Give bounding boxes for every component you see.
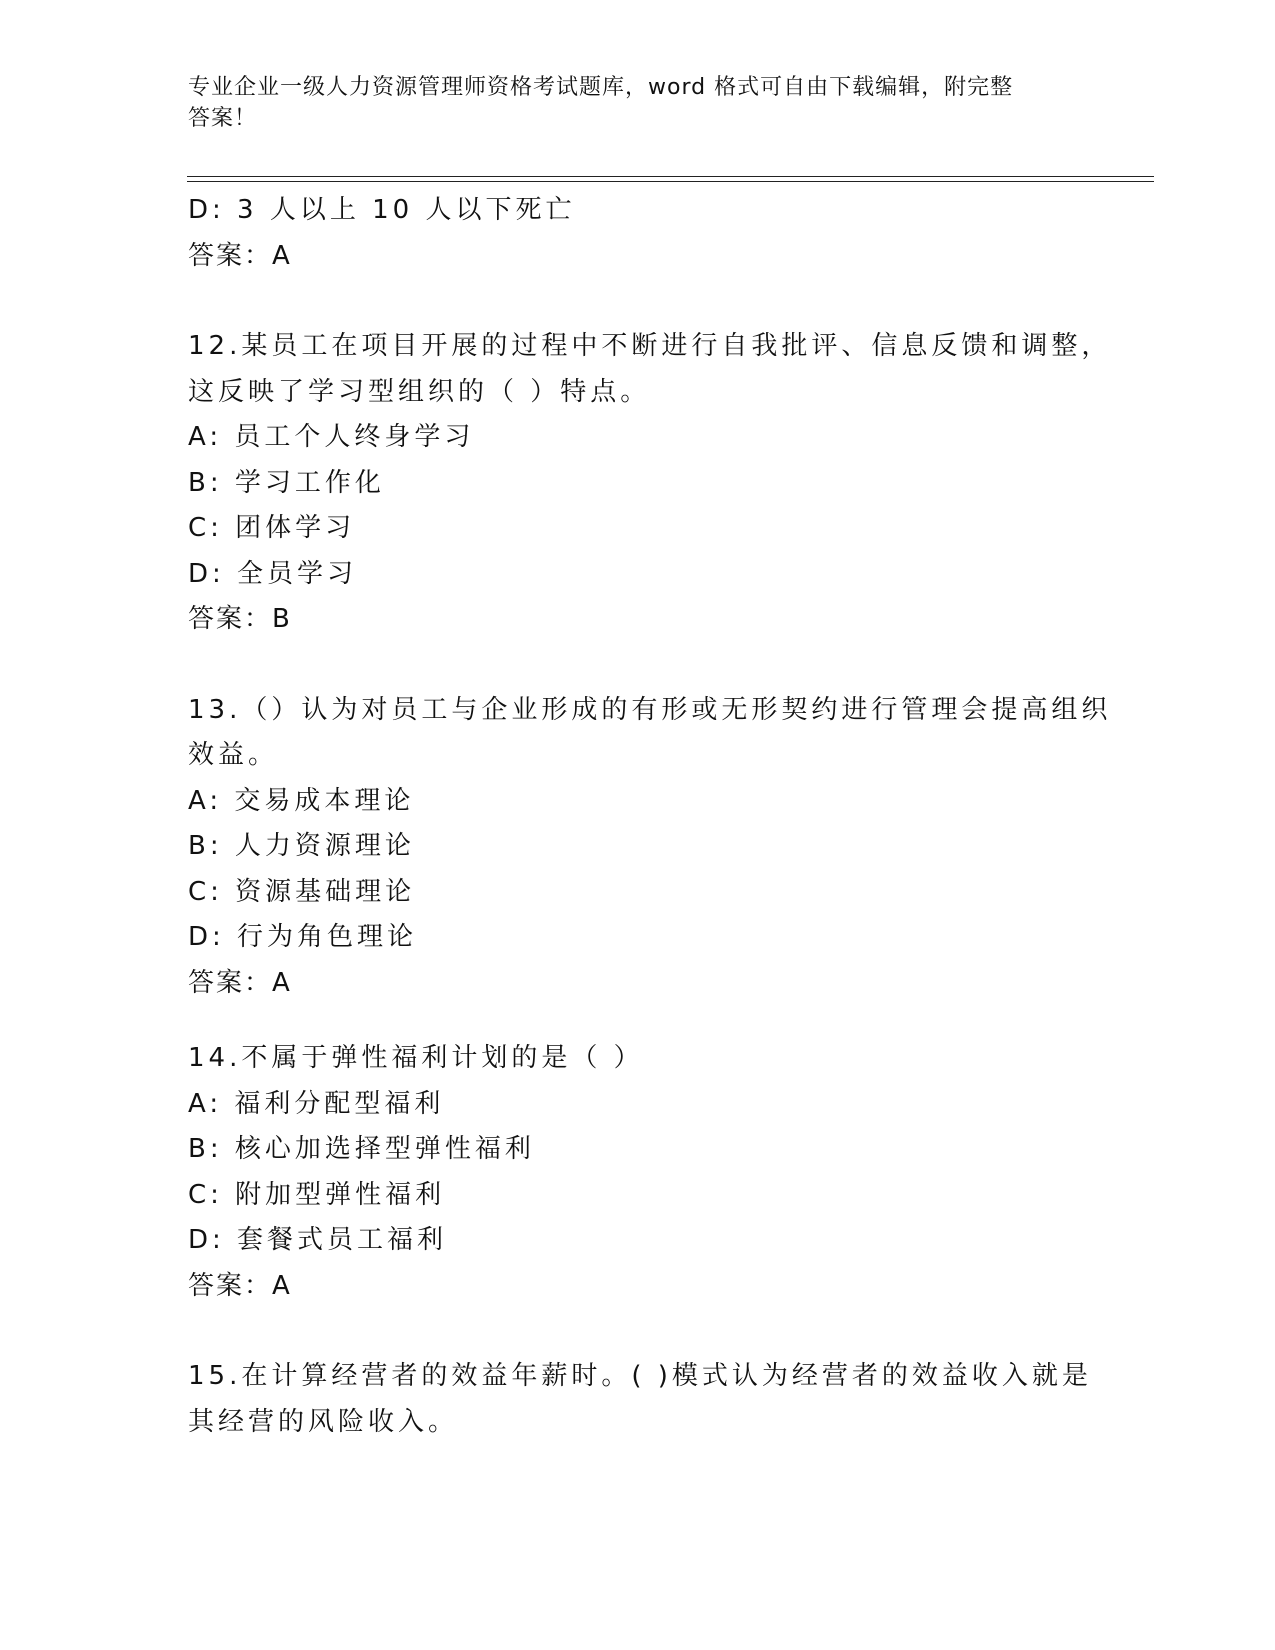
answer: 答案：A [188,240,292,271]
option-b: B: 学习工作化 [188,467,385,498]
header-divider-bottom [187,181,1154,182]
option-d: D: 行为角色理论 [188,922,418,952]
question-list [188,188,1112,1445]
answer: 答案：A [188,1270,292,1301]
page-header [188,72,1068,134]
answer: 答案：B [188,604,292,634]
answer: 答案：A [188,967,292,998]
header-divider-top [187,176,1154,177]
option-d: D: 全员学习 [188,558,358,589]
question-11-tail [188,188,1088,279]
question-stem-line: 效益。 [188,740,279,770]
option-b: B: 人力资源理论 [188,831,415,861]
header-line-2: 答案！ [188,106,258,131]
option-a: A: 交易成本理论 [188,785,415,816]
question-stem-line: 13.（）认为对员工与企业形成的有形或无形契约进行管理会提高组织 [188,694,1112,725]
question-stem-line: 15.在计算经营者的效益年薪时。( )模式认为经营者的效益收入就是 [188,1361,1092,1391]
option-d: D: 3 人以上 10 人以下死亡 [188,195,576,225]
question-stem-line: 其经营的风险收入。 [188,1406,459,1437]
option-c: C: 团体学习 [188,513,356,543]
question-stem-line: 这反映了学习型组织的（ ）特点。 [188,376,651,407]
option-c: C: 附加型弹性福利 [188,1179,446,1210]
option-b: B: 核心加选择型弹性福利 [188,1134,535,1164]
question-12 [188,324,1112,643]
question-stem-line: 14.不属于弹性福利计划的是（ ） [188,1043,644,1073]
option-a: A: 福利分配型福利 [188,1088,445,1119]
question-15 [188,1354,1092,1445]
option-d: D: 套餐式员工福利 [188,1225,448,1255]
option-c: C: 资源基础理论 [188,876,416,907]
option-a: A: 员工个人终身学习 [188,422,475,452]
question-stem-line: 12.某员工在项目开展的过程中不断进行自我批评、信息反馈和调整， [188,331,1112,361]
header-line-1: 专业企业一级人力资源管理师资格考试题库，word 格式可自由下载编辑，附完整 [188,75,1014,100]
question-13 [188,688,1112,1007]
question-14 [188,1036,1088,1309]
